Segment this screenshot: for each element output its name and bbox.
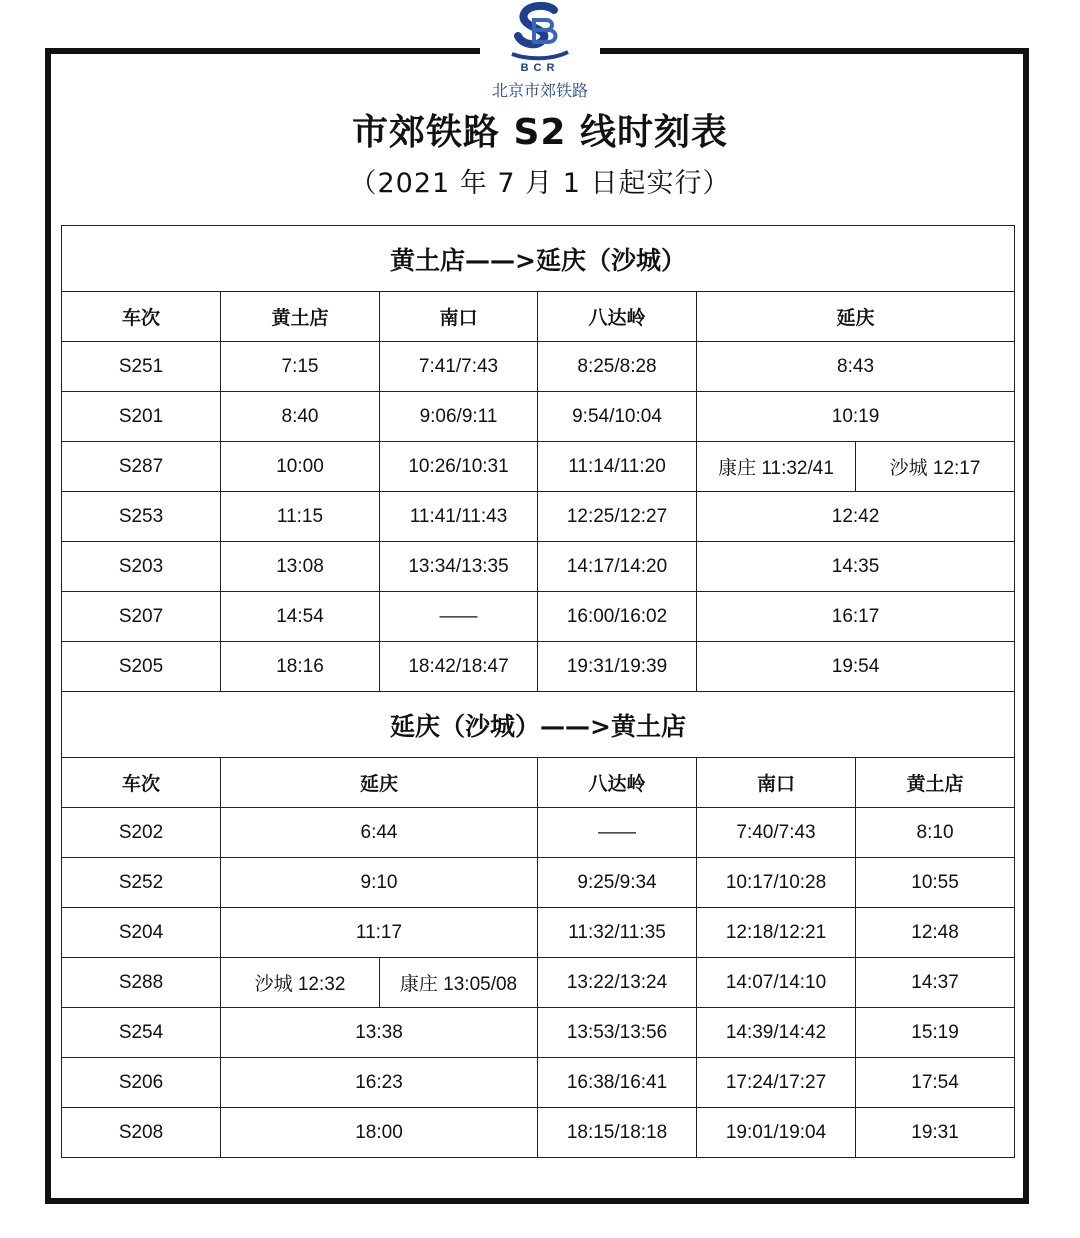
time-nankou: 10:26/10:31 bbox=[380, 442, 538, 492]
train-number: S207 bbox=[62, 592, 221, 642]
timetable bbox=[61, 225, 1015, 1158]
train-number: S254 bbox=[62, 1008, 221, 1058]
time-yanqing: 12:42 bbox=[697, 492, 1015, 542]
time-huangtudian: 19:31 bbox=[856, 1108, 1015, 1158]
table-row bbox=[62, 442, 1015, 492]
time-nankou: 7:40/7:43 bbox=[697, 808, 856, 858]
header-nankou: 南口 bbox=[380, 292, 538, 342]
outbound-direction-heading: 黄土店——>延庆（沙城） bbox=[62, 226, 1015, 292]
time-nankou: 13:34/13:35 bbox=[380, 542, 538, 592]
header-huangtudian: 黄土店 bbox=[856, 758, 1015, 808]
time-huangtudian: 14:54 bbox=[221, 592, 380, 642]
time-nankou: 9:06/9:11 bbox=[380, 392, 538, 442]
time-yanqing: 19:54 bbox=[697, 642, 1015, 692]
time-badaling: 11:14/11:20 bbox=[538, 442, 697, 492]
time-huangtudian: 13:08 bbox=[221, 542, 380, 592]
time-yanqing: 14:35 bbox=[697, 542, 1015, 592]
time-badaling: 12:25/12:27 bbox=[538, 492, 697, 542]
train-number: S252 bbox=[62, 858, 221, 908]
time-badaling: 19:31/19:39 bbox=[538, 642, 697, 692]
time-shacheng: 沙城 12:17 bbox=[856, 442, 1015, 492]
table-row bbox=[62, 542, 1015, 592]
time-yanqing: 13:38 bbox=[221, 1008, 538, 1058]
table-row bbox=[62, 958, 1015, 1008]
time-badaling: 13:53/13:56 bbox=[538, 1008, 697, 1058]
time-nankou: —— bbox=[380, 592, 538, 642]
logo-text-cn: 北京市郊铁路 bbox=[491, 81, 588, 100]
time-yanqing: 16:17 bbox=[697, 592, 1015, 642]
table-row bbox=[62, 1108, 1015, 1158]
time-badaling: 8:25/8:28 bbox=[538, 342, 697, 392]
train-number: S287 bbox=[62, 442, 221, 492]
header-badaling: 八达岭 bbox=[538, 292, 697, 342]
header-train: 车次 bbox=[62, 758, 221, 808]
time-badaling: 13:22/13:24 bbox=[538, 958, 697, 1008]
time-badaling: 18:15/18:18 bbox=[538, 1108, 697, 1158]
table-row bbox=[62, 1058, 1015, 1108]
time-yanqing: 6:44 bbox=[221, 808, 538, 858]
time-kangzhuang: 康庄 13:05/08 bbox=[380, 958, 538, 1008]
train-number: S208 bbox=[62, 1108, 221, 1158]
time-huangtudian: 15:19 bbox=[856, 1008, 1015, 1058]
effective-date: （2021 年 7 月 1 日起实行） bbox=[349, 168, 731, 199]
table-row bbox=[62, 392, 1015, 442]
time-huangtudian: 12:48 bbox=[856, 908, 1015, 958]
train-number: S203 bbox=[62, 542, 221, 592]
time-yanqing: 11:17 bbox=[221, 908, 538, 958]
inbound-header-row bbox=[62, 758, 1015, 808]
inbound-direction-heading: 延庆（沙城）——>黄土店 bbox=[62, 692, 1015, 758]
time-badaling: 14:17/14:20 bbox=[538, 542, 697, 592]
header-yanqing: 延庆 bbox=[697, 292, 1015, 342]
page-title: 市郊铁路 S2 线时刻表 bbox=[351, 112, 729, 153]
time-nankou: 11:41/11:43 bbox=[380, 492, 538, 542]
time-nankou: 10:17/10:28 bbox=[697, 858, 856, 908]
time-huangtudian: 10:00 bbox=[221, 442, 380, 492]
train-number: S201 bbox=[62, 392, 221, 442]
table-row bbox=[62, 592, 1015, 642]
outbound-header-row bbox=[62, 292, 1015, 342]
outbound-section-heading-row bbox=[62, 226, 1015, 292]
header-badaling: 八达岭 bbox=[538, 758, 697, 808]
train-number: S202 bbox=[62, 808, 221, 858]
train-number: S204 bbox=[62, 908, 221, 958]
time-kangzhuang: 康庄 11:32/41 bbox=[697, 442, 856, 492]
time-yanqing: 8:43 bbox=[697, 342, 1015, 392]
train-number: S253 bbox=[62, 492, 221, 542]
time-nankou: 14:39/14:42 bbox=[697, 1008, 856, 1058]
table-row bbox=[62, 492, 1015, 542]
time-nankou: 12:18/12:21 bbox=[697, 908, 856, 958]
table-row bbox=[62, 808, 1015, 858]
header-nankou: 南口 bbox=[697, 758, 856, 808]
time-huangtudian: 10:55 bbox=[856, 858, 1015, 908]
logo-text-en: BCR bbox=[520, 62, 560, 74]
time-huangtudian: 7:15 bbox=[221, 342, 380, 392]
train-number: S251 bbox=[62, 342, 221, 392]
time-badaling: 16:38/16:41 bbox=[538, 1058, 697, 1108]
time-badaling: 9:25/9:34 bbox=[538, 858, 697, 908]
time-huangtudian: 8:10 bbox=[856, 808, 1015, 858]
time-yanqing: 18:00 bbox=[221, 1108, 538, 1158]
time-nankou: 19:01/19:04 bbox=[697, 1108, 856, 1158]
time-badaling: 9:54/10:04 bbox=[538, 392, 697, 442]
header-huangtudian: 黄土店 bbox=[221, 292, 380, 342]
time-badaling: 16:00/16:02 bbox=[538, 592, 697, 642]
time-nankou: 17:24/17:27 bbox=[697, 1058, 856, 1108]
train-number: S288 bbox=[62, 958, 221, 1008]
train-number: S206 bbox=[62, 1058, 221, 1108]
time-huangtudian: 8:40 bbox=[221, 392, 380, 442]
time-shacheng: 沙城 12:32 bbox=[221, 958, 380, 1008]
table-row bbox=[62, 642, 1015, 692]
time-nankou: 14:07/14:10 bbox=[697, 958, 856, 1008]
time-nankou: 7:41/7:43 bbox=[380, 342, 538, 392]
time-huangtudian: 17:54 bbox=[856, 1058, 1015, 1108]
bcr-logo bbox=[480, 0, 600, 100]
train-number: S205 bbox=[62, 642, 221, 692]
time-yanqing: 16:23 bbox=[221, 1058, 538, 1108]
time-nankou: 18:42/18:47 bbox=[380, 642, 538, 692]
header-train: 车次 bbox=[62, 292, 221, 342]
table-row bbox=[62, 1008, 1015, 1058]
time-huangtudian: 18:16 bbox=[221, 642, 380, 692]
bcr-logo-icon bbox=[508, 2, 572, 64]
time-badaling: 11:32/11:35 bbox=[538, 908, 697, 958]
time-yanqing: 9:10 bbox=[221, 858, 538, 908]
table-row bbox=[62, 858, 1015, 908]
time-huangtudian: 11:15 bbox=[221, 492, 380, 542]
time-badaling: —— bbox=[538, 808, 697, 858]
time-yanqing: 10:19 bbox=[697, 392, 1015, 442]
table-row bbox=[62, 342, 1015, 392]
table-row bbox=[62, 908, 1015, 958]
time-huangtudian: 14:37 bbox=[856, 958, 1015, 1008]
inbound-section-heading-row bbox=[62, 692, 1015, 758]
header-yanqing: 延庆 bbox=[221, 758, 538, 808]
